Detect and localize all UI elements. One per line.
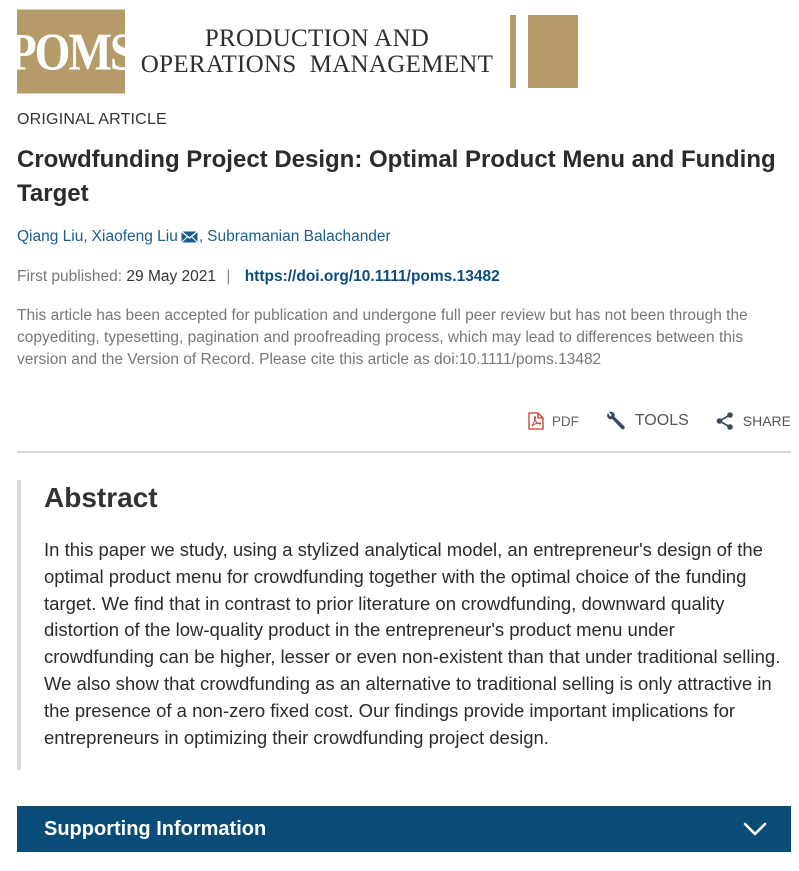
envelope-icon[interactable] [181,231,198,243]
banner-bar-thin [510,15,516,88]
author-separator: , [83,228,88,245]
share-icon [715,411,735,431]
section-divider [17,451,791,453]
pdf-icon [528,412,544,430]
published-date: 29 May 2021 [126,268,217,285]
tools-button[interactable] [605,410,689,432]
author-list [17,228,391,246]
supporting-information-toggle[interactable] [17,806,791,852]
doi-link[interactable]: https://doi.org/10.1111/poms.13482 [244,268,500,285]
author-link[interactable]: Qiang Liu [17,228,84,245]
share-label: SHARE [742,413,791,429]
journal-logo: POMS [17,10,125,94]
abstract-section [17,480,791,770]
publication-info [17,268,500,286]
journal-name-line2: OPERATIONS MANAGEMENT [140,51,494,78]
pdf-button[interactable] [528,412,579,430]
article-tools [502,410,791,432]
journal-name-line1: PRODUCTION AND [204,25,430,52]
abstract-text: In this paper we study, using a stylized analytical model, an entrepreneur's design of the optimal product menu for crowdfunding together with the optimal choice of the funding target. We find that in contrast to prior literature on crowdfunding, downward quality distortion of the low-quality product in the entrepreneur's product menu under crowdfunding can be higher, lesser or even non-existent than that under traditional selling. We also show that crowdfunding as an alternative to traditional selling is only attractive in the presence of a non-zero fixed cost. Our findings provide important implications for entrepreneurs in optimizing their crowdfunding project design. [44,539,781,748]
journal-name [137,26,497,78]
chevron-down-icon [743,822,767,836]
pdf-label: PDF [551,413,579,429]
share-button[interactable] [715,411,791,431]
author-link[interactable]: Subramanian Balachander [207,228,391,245]
abstract-heading: Abstract [44,482,158,513]
tools-label: TOOLS [634,412,689,429]
article-type: ORIGINAL ARTICLE [17,111,167,128]
author-separator: , [198,228,204,245]
supporting-information-label: Supporting Information [44,817,267,840]
article-title: Crowdfunding Project Design: Optimal Product Menu and Funding Target [17,146,776,207]
published-separator: | [226,268,231,285]
journal-banner[interactable] [8,15,578,88]
author-link[interactable]: Xiaofeng Liu [91,228,178,245]
banner-bar-wide [528,15,578,88]
wrench-icon [605,410,627,432]
published-label: First published: [17,268,123,285]
accepted-notice: This article has been accepted for publication and undergone full peer review but has not been through the copyediting, typesetting, pagination and proofreading process, which may lead to differences between this version and the Version of Record. Please cite this article as doi:10.1111/poms.13482 [17,307,748,368]
